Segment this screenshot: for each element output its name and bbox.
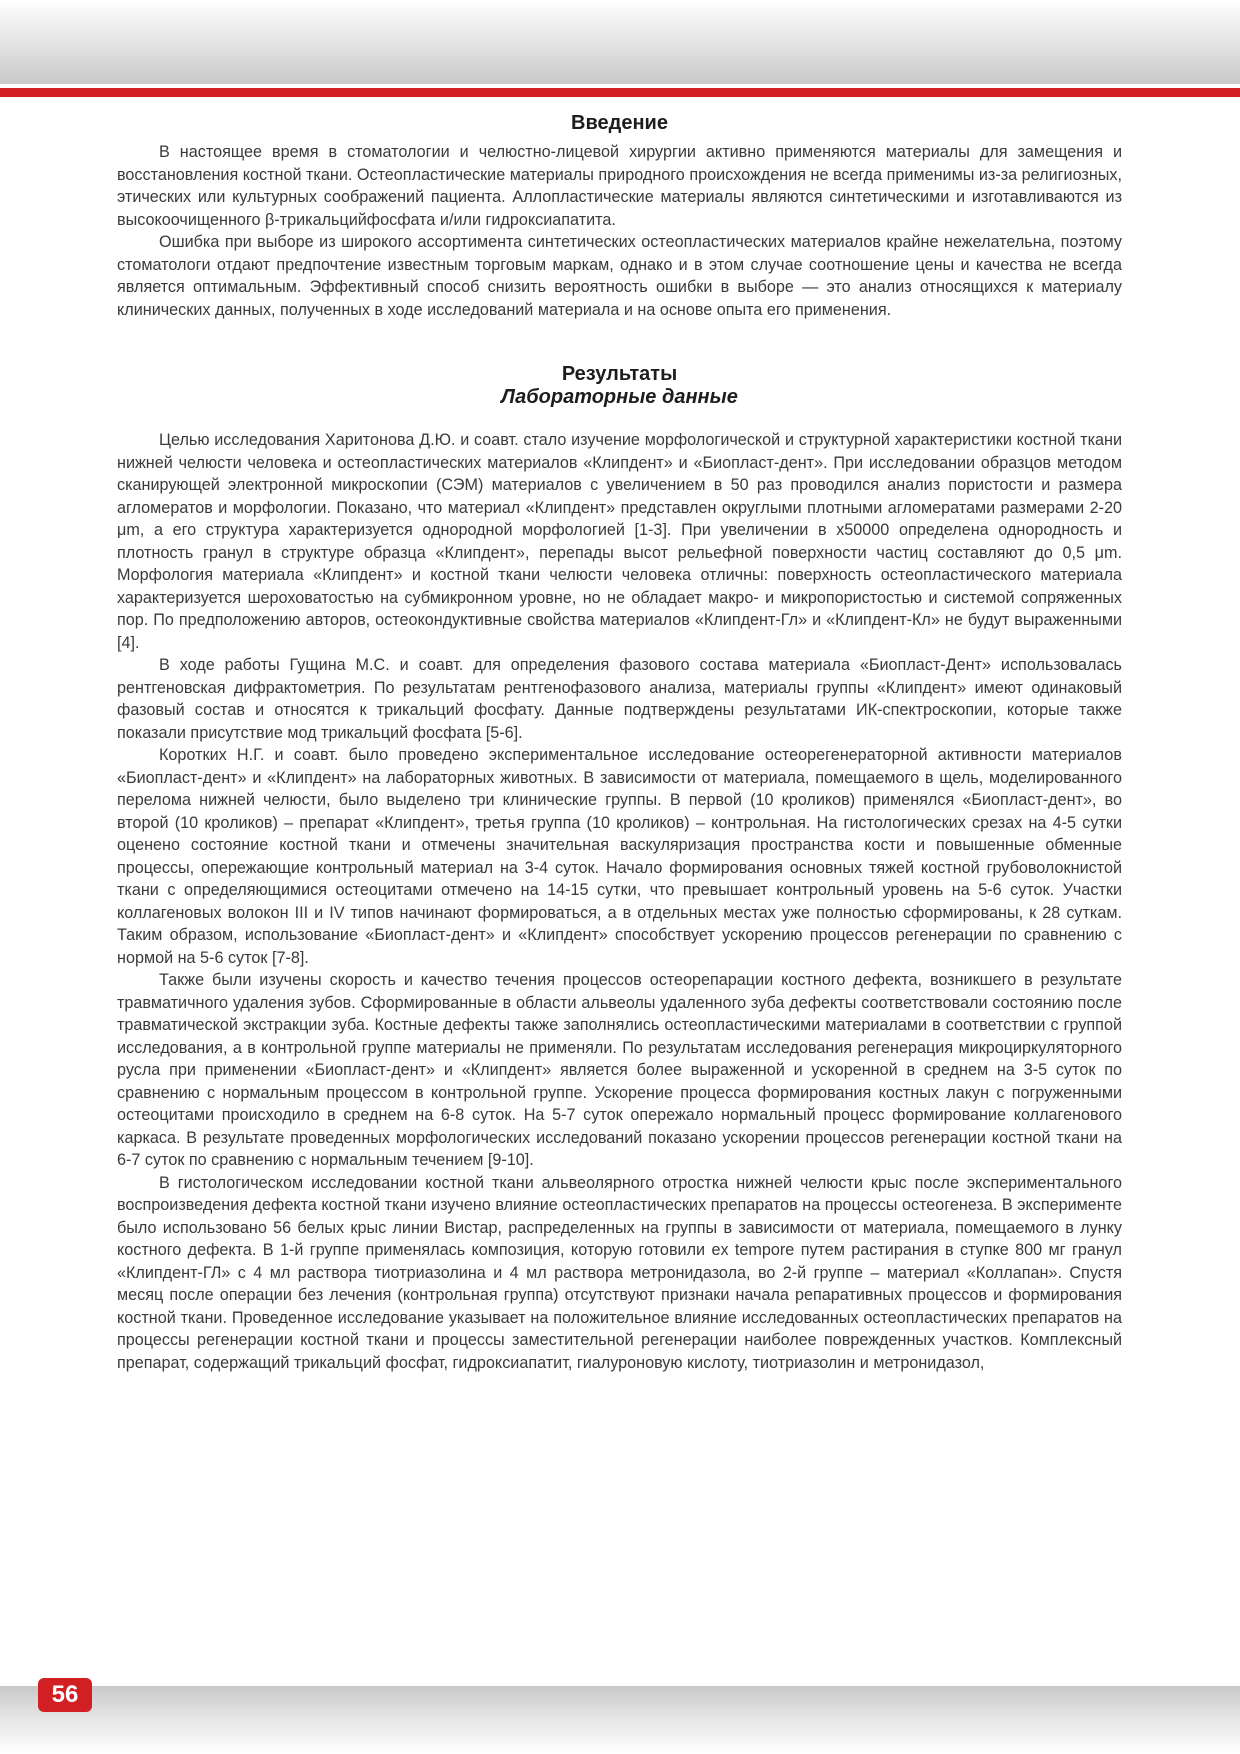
results-paragraph-1: Целью исследования Харитонова Д.Ю. и соавт. стало изучение морфологической и структурной характеристики костной ткани нижней челюсти человека и остеопластических материалов «Клипдент» и «Биопласт-дент». При исследовании образцов методом сканирующей электронной микроскопии (СЭМ) материалов с увеличением в 50 раз проводился анализ пористости и размера агломератов и морфологии. Показано, что материал «Клипдент» представлен округлыми плотными агломератами размерами 2-20 μm, а его структура характеризуется однородной морфологией [1-3]. При увеличении в х50000 определена однородность и плотность гранул в структуре образца «Клипдент», перепады высот рельефной поверхности частиц составляют до 0,5 μm. Морфология материала «Клипдент» и костной ткани челюсти человека отличны: поверхность остеопластического материала характеризуется шероховатостью на субмикронном уровне, но не обладает макро- и микропористостью и системой сопряженных пор. По предположению авторов, остеокондуктивные свойства материалов «Клипдент-Гл» и «Клипдент-Кл» не будут выраженными [4]. <box>117 431 1122 652</box>
intro-heading: Введение <box>571 112 668 134</box>
header-red-rule <box>0 88 1240 97</box>
results-heading: Результаты <box>561 363 678 385</box>
page-number: 56 <box>38 1678 92 1712</box>
article-body <box>117 112 1122 1374</box>
results-paragraph-5: В гистологическом исследовании костной ткани альвеолярного отростка нижней челюсти крыс после экспериментального воспроизведения дефекта костной ткани изучено влияние остеопластических препаратов на процессы остеогенеза. В эксперименте было использовано 56 белых крыс линии Вистар, распределенных на группы в зависимости от материала, помещаемого в лунку костного дефекта. В 1-й группе применялась композиция, которую готовили ex tempore путем растирания в ступке 800 мг гранул «Клипдент-ГЛ» с 4 мл раствора тиотриазолина и 4 мл раствора метронидазола, во 2-й группе – материал «Коллапан». Спустя месяц после операции без лечения (контрольная группа) отсутствуют признаки начала репаративных процессов и формирования костной ткани. Проведенное исследование указывает на положительное влияние исследованных остеопластических препаратов на процессы регенерации костной ткани и процессы заместительной регенерации наиболее поврежденных участков. Комплексный препарат, содержащий трикальций фосфат, гидроксиапатит, гиалуроновую кислоту, тиотриазолин и метронидазол, <box>117 1173 1122 1372</box>
header-band <box>0 0 1240 84</box>
results-paragraph-2: В ходе работы Гущина М.С. и соавт. для определения фазового состава материала «Биопласт-Дент» использовалась рентгеновская дифрактометрия. По результатам рентгенофазового анализа, материалы группы «Клипдент» имеют одинаковый фазовый состав и относятся к трикальций фосфату. Данные подтверждены результатами ИК-спектроскопии, которые также показали присутствие мод трикальций фосфата [5-6]. <box>117 656 1122 742</box>
results-paragraph-4: Также были изучены скорость и качество течения процессов остеорепарации костного дефекта, возникшего в результате травматичного удаления зубов. Сформированные в области альвеолы удаленного зуба дефекты соответствовали состоянию после травматической экстракции зуба. Костные дефекты также заполнялись остеопластическими материалами в соответствии с группой исследования, а в контрольной группе материалы не применяли. По результатам исследования регенерация микроциркуляторного русла при применении «Биопласт-дент» и «Клипдент» является более выраженной и ускоренной в среднем на 3-5 суток по сравнению с нормальным процессом в контрольной группе. Ускорение процесса формирования костных лакун с погруженными остеоцитами происходило в среднем на 6-8 суток. На 5-7 суток опережало нормальный процесс формирование коллагенового каркаса. В результате проведенных морфологических исследований показано ускорении процессов регенерации костной ткани на 6-7 суток по сравнению с нормальным течением [9-10]. <box>117 971 1122 1169</box>
intro-paragraph-1: В настоящее время в стоматологии и челюстно-лицевой хирургии активно применяются материалы для замещения и восстановления костной ткани. Остеопластические материалы природного происхождения не всегда применимы из-за религиозных, этических или культурных соображений пациента. Аллопластические материалы являются синтетическими и изготавливаются из высокоочищенного β-трикальцийфосфата и/или гидроксиапатита. <box>117 143 1122 229</box>
results-paragraph-3: Коротких Н.Г. и соавт. было проведено экспериментальное исследование остеорегенераторной активности материалов «Биопласт-дент» и «Клипдент» на лабораторных животных. В зависимости от материала, помещаемого в щель, моделированного перелома нижней челюсти, было выделено три клинические группы. В первой (10 кроликов) применялся «Биопласт-дент», во второй (10 кроликов) – препарат «Клипдент», третья группа (10 кроликов) – контрольная. На гистологических срезах на 4-5 сутки оценено состояние костной ткани и отмечены значительная васкуляризация пространства кости и повышенные обменные процессы, опережающие контрольный материал на 3-4 суток. Начало формирования основных тяжей костной грубоволокнистой ткани с определяющимися остеоцитами отмечено на 14-15 сутки, что превышает контрольный уровень на 5-6 суток. Участки коллагеновых волокон III и IV типов начинают формироваться, а в отдельных местах уже полностью сформированы, к 28 суткам. Таким образом, использование «Биопласт-дент» и «Клипдент» способствует ускорению процессов регенерации по сравнению с нормой на 5-6 суток [7-8]. <box>117 746 1122 967</box>
intro-paragraph-2: Ошибка при выборе из широкого ассортимента синтетических остеопластических материалов крайне нежелательна, поэтому стоматологи отдают предпочтение известным торговым маркам, однако и в этом случае соотношение цены и качества не всегда является оптимальным. Эффективный способ снизить вероятность ошибки в выборе — это анализ относящихся к материалу клинических данных, полученных в ходе исследований материала и на основе опыта его применения. <box>117 233 1122 319</box>
lab-data-subheading: Лабораторные данные <box>501 386 738 408</box>
footer-band <box>0 1686 1240 1754</box>
